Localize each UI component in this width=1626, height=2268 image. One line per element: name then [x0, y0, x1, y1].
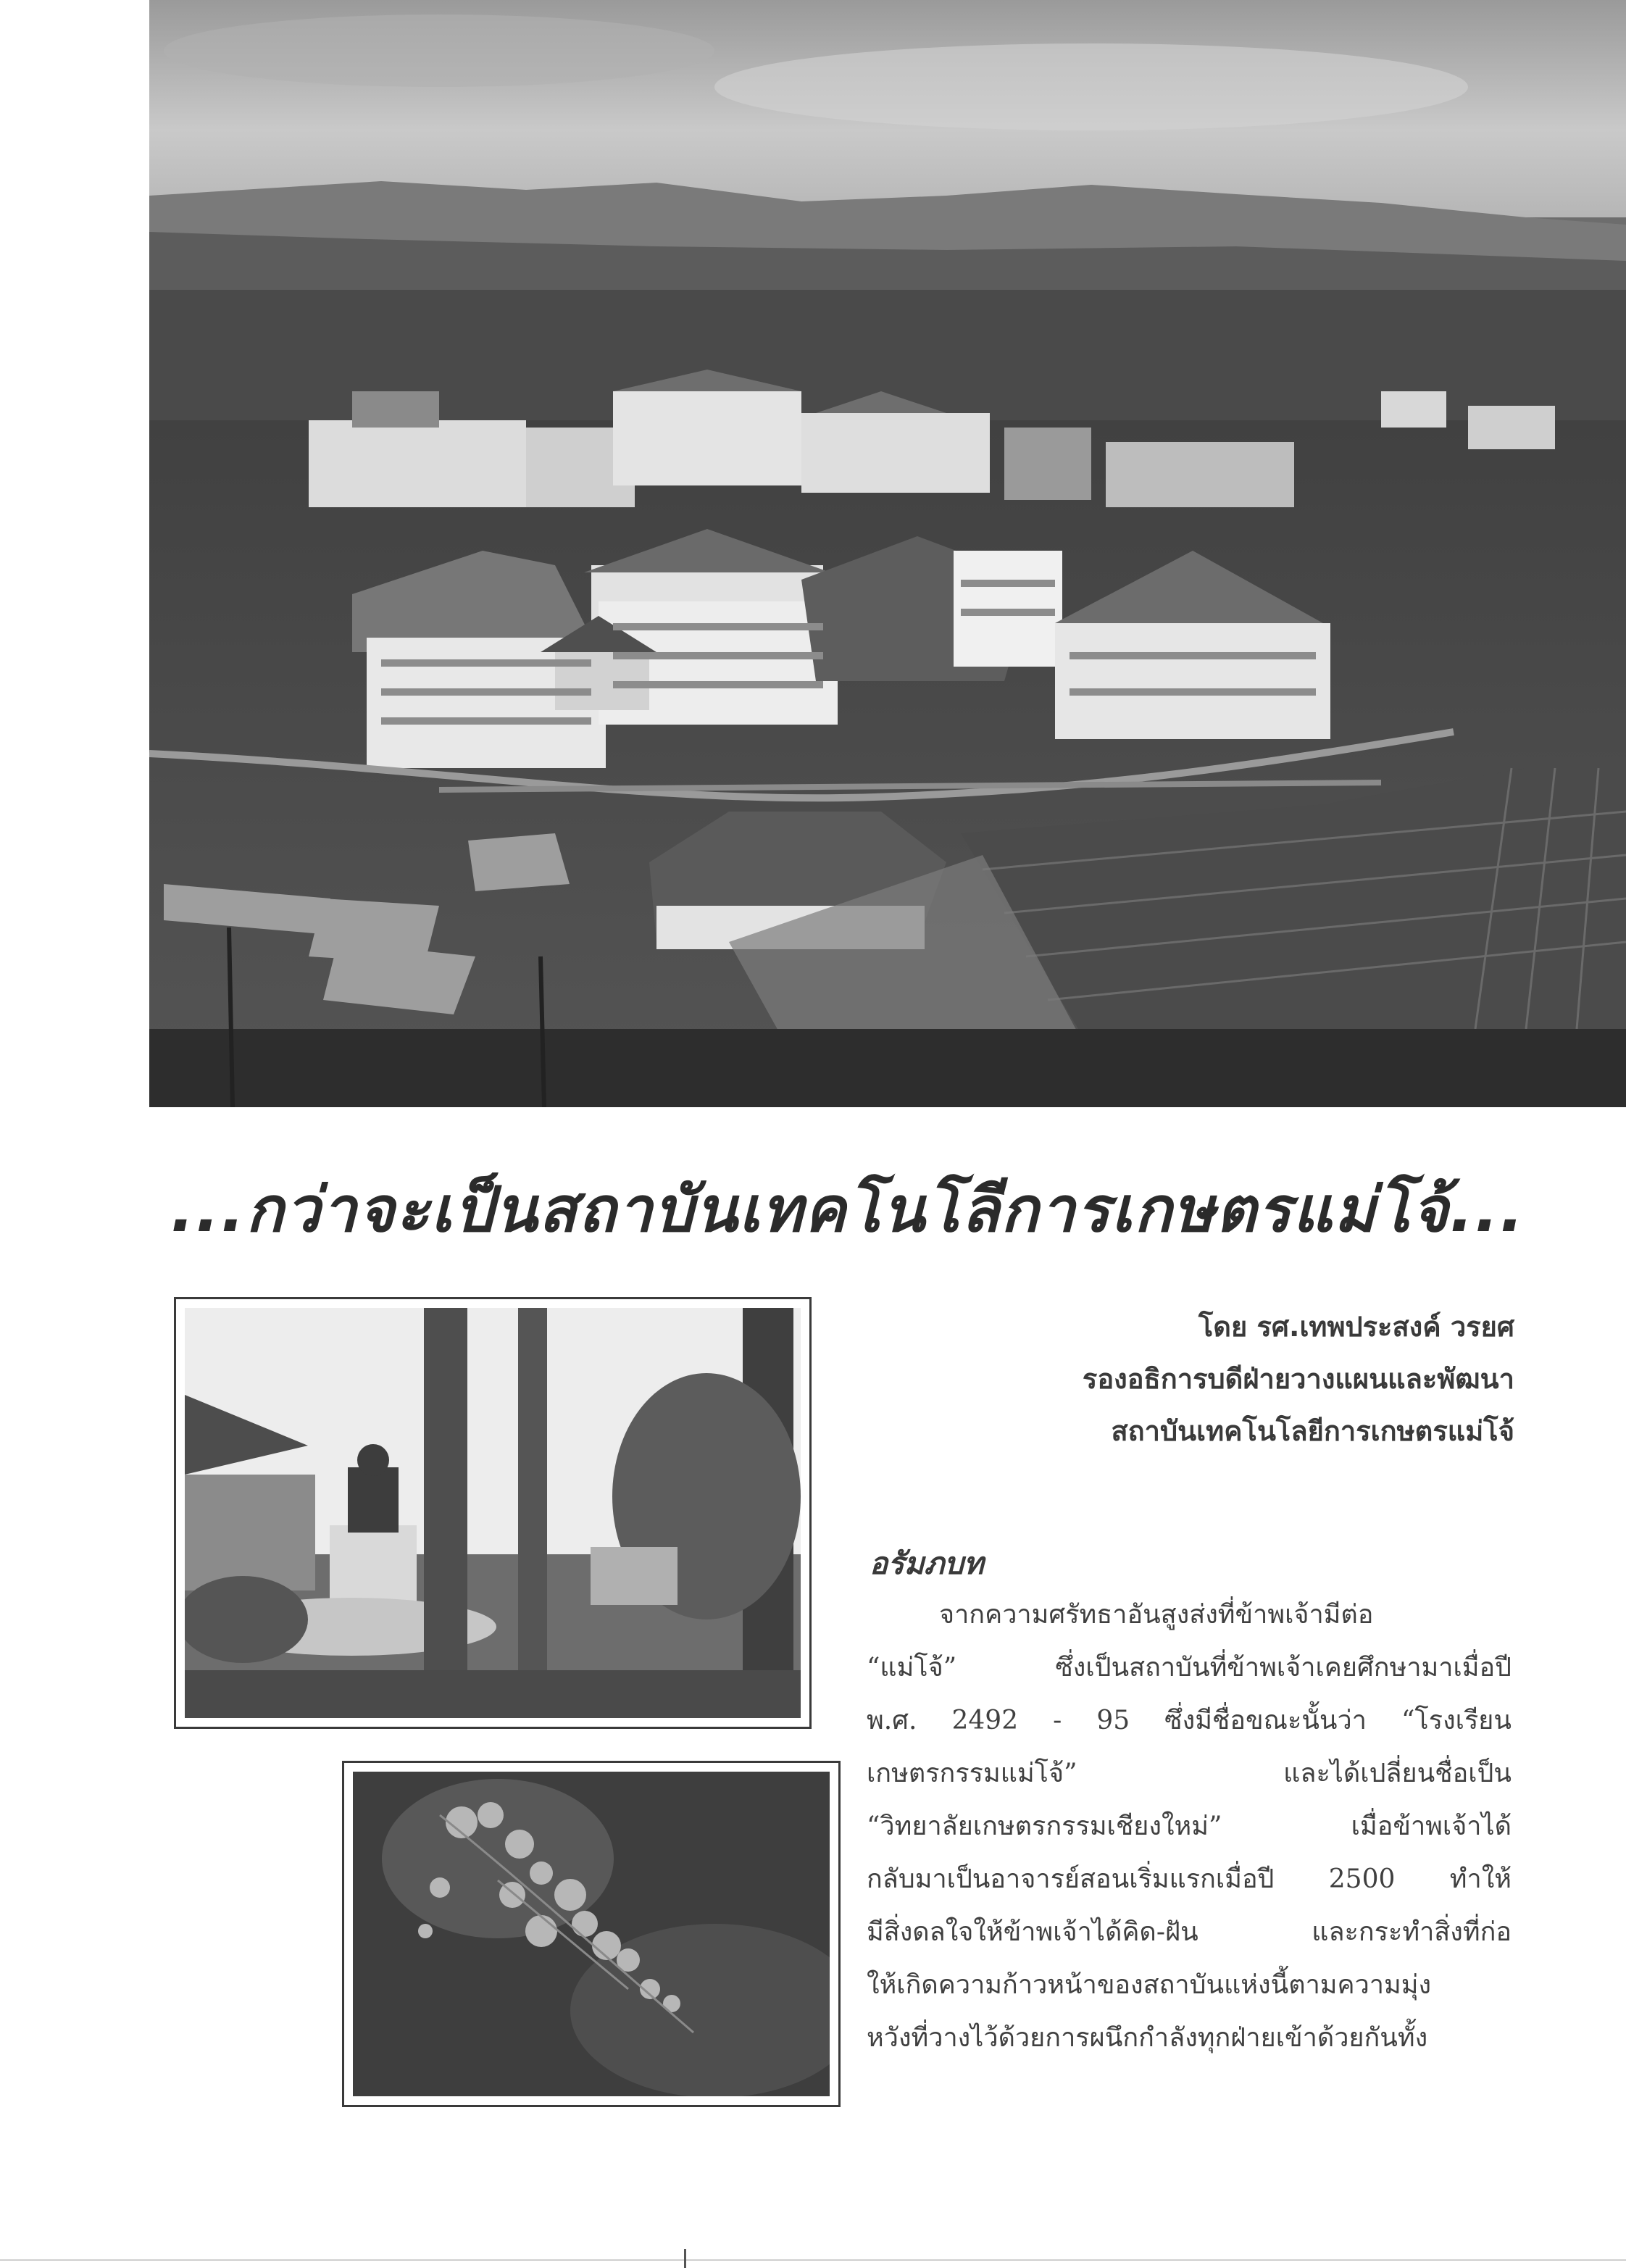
body-line: มีสิ่งดลใจให้ข้าพเจ้าได้คิด-ฝัน และกระทำสิ่งที่ก่อ	[867, 1917, 1512, 1947]
flower-photo-frame	[342, 1761, 841, 2107]
byline	[862, 1301, 1514, 1457]
flower-photo	[353, 1772, 830, 2096]
statue-photo-frame	[174, 1297, 812, 1729]
campus-aerial-illustration	[149, 0, 1626, 1107]
page-bottom-rule	[0, 2259, 1626, 2261]
byline-institution: สถาบันเทคโนโลยีการเกษตรแม่โจ้	[1111, 1415, 1514, 1447]
page-fold-mark	[684, 2249, 686, 2268]
byline-author: โดย รศ.เทพประสงค์ วรยศ	[1198, 1311, 1514, 1343]
section-heading: อรัมภบท	[870, 1546, 984, 1581]
body-text	[867, 1588, 1512, 2064]
body-line: “วิทยาลัยเกษตรกรรมเชียงใหม่” เมื่อข้าพเจ้าได้	[867, 1812, 1512, 1841]
statue-photo	[185, 1308, 801, 1718]
body-line: หวังที่วางไว้ด้วยการผนึกกำลังทุกฝ่ายเข้าด้วยกันทั้ง	[867, 2023, 1428, 2053]
body-line: พ.ศ. 2492 - 95 ซึ่งมีชื่อขณะนั้นว่า “โรงเรียน	[867, 1706, 1512, 1735]
page-title: ...กว่าจะเป็นสถาบันเทคโนโลีการเกษตรแม่โจ้...	[170, 1174, 1525, 1246]
body-line: “แม่โจ้” ซึ่งเป็นสถาบันที่ข้าพเจ้าเคยศึกษามาเมื่อปี	[867, 1653, 1512, 1683]
body-line: กลับมาเป็นอาจารย์สอนเริ่มแรกเมื่อปี 2500 ทำให้	[867, 1864, 1512, 1894]
byline-position: รองอธิการบดีฝ่ายวางแผนและพัฒนา	[1082, 1363, 1514, 1395]
body-line: จากความศรัทธาอันสูงส่งที่ข้าพเจ้ามีต่อ	[939, 1600, 1374, 1630]
body-line: เกษตรกรรมแม่โจ้” และได้เปลี่ยนชื่อเป็น	[867, 1759, 1512, 1788]
body-line: ให้เกิดความก้าวหน้าของสถาบันแห่งนี้ตามความมุ่ง	[867, 1970, 1432, 2000]
campus-aerial-photo	[149, 0, 1626, 1107]
